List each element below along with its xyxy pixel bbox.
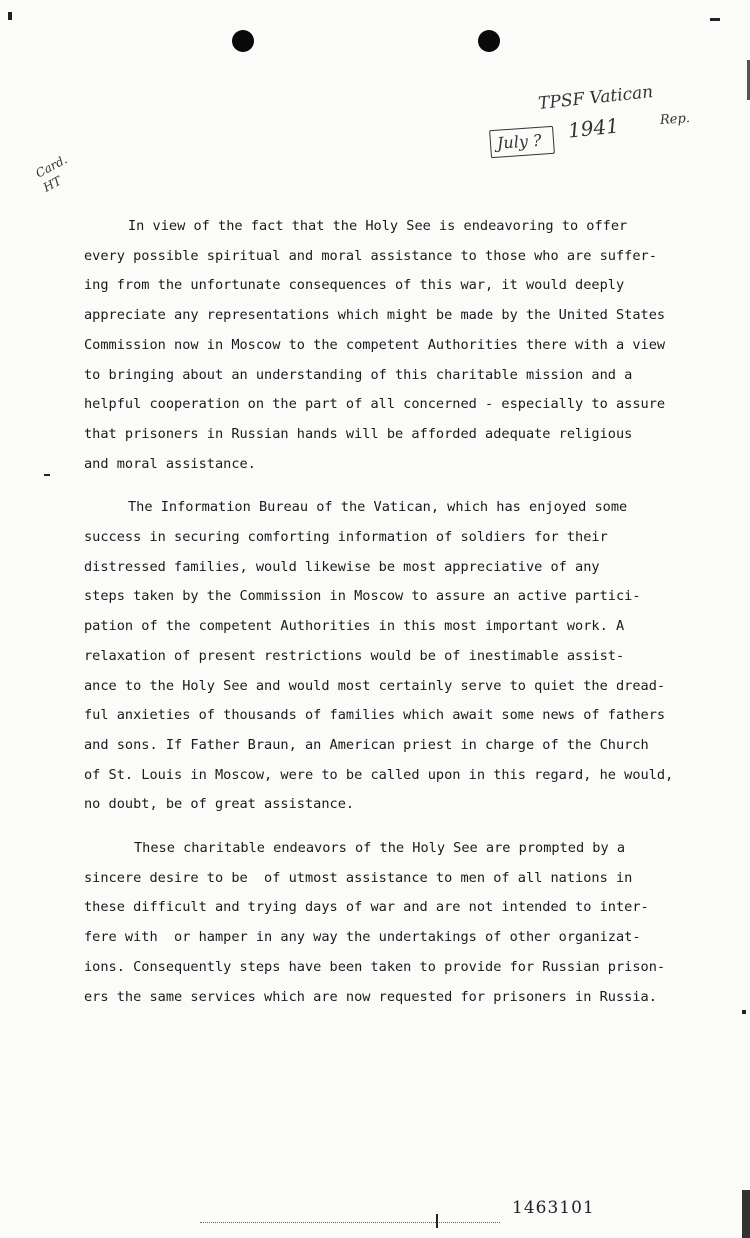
text-line: these difficult and trying days of war and are not intended to inter-	[84, 899, 649, 916]
handwritten-date-bracket: July ?	[489, 126, 555, 158]
handwritten-file-note: TPSF Vatican	[537, 82, 655, 114]
text-line: pation of the competent Authorities in this most important work. A	[84, 618, 625, 635]
scan-speck	[44, 474, 50, 476]
punch-hole-left	[232, 30, 254, 52]
text-line: success in securing comforting information of soldiers for their	[84, 529, 608, 546]
handwritten-year: 1941	[566, 113, 621, 143]
text-line: of St. Louis in Moscow, were to be called upon in this regard, he would,	[84, 766, 674, 783]
letter-body	[84, 212, 724, 1026]
text-line: relaxation of present restrictions would be of inestimable assist-	[84, 647, 625, 664]
text-line: These charitable endeavors of the Holy See are prompted by a	[134, 840, 626, 857]
text-line: distressed families, would likewise be most appreciative of any	[84, 558, 600, 575]
footer-tick	[436, 1214, 438, 1228]
text-line: ance to the Holy See and would most certainly serve to quiet the dread-	[84, 677, 666, 694]
scan-speck	[8, 12, 12, 20]
handwritten-rep-note: Rep.	[659, 110, 691, 129]
text-line: ful anxieties of thousands of families which await some news of fathers	[84, 707, 666, 724]
text-line: ions. Consequently steps have been taken to provide for Russian prison-	[84, 958, 666, 975]
footer-dotted-line	[200, 1222, 500, 1223]
text-line: and moral assistance.	[84, 455, 256, 472]
text-line: The Information Bureau of the Vatican, which has enjoyed some	[128, 499, 628, 516]
footer-stamp-number: 1463101	[512, 1198, 595, 1218]
text-line: that prisoners in Russian hands will be afforded adequate religious	[84, 425, 633, 442]
scan-speck	[710, 18, 720, 21]
text-line: In view of the fact that the Holy See is endeavoring to offer	[128, 218, 628, 234]
text-line: every possible spiritual and moral assistance to those who are suffer-	[84, 247, 657, 264]
text-line: to bringing about an understanding of this charitable mission and a	[84, 366, 633, 383]
paragraph-2	[84, 493, 724, 820]
text-line: ers the same services which are now requested for prisoners in Russia.	[84, 988, 657, 1005]
text-line: fere with or hamper in any way the undertakings of other organizat-	[84, 929, 641, 946]
text-line: sincere desire to be of utmost assistance to men of all nations in	[84, 869, 633, 886]
text-line: no doubt, be of great assistance.	[84, 796, 355, 813]
scan-edge-bottom	[742, 1190, 750, 1238]
paragraph-3	[84, 834, 724, 1012]
text-line: steps taken by the Commission in Moscow to assure an active partici-	[84, 588, 641, 605]
punch-hole-right	[478, 30, 500, 52]
text-line: ing from the unfortunate consequences of this war, it would deeply	[84, 277, 625, 294]
scan-speck	[742, 1010, 746, 1014]
text-line: helpful cooperation on the part of all concerned - especially to assure	[84, 396, 666, 413]
text-line: Commission now in Moscow to the competent Authorities there with a view	[84, 336, 666, 353]
text-line: appreciate any representations which might be made by the United States	[84, 307, 666, 324]
paragraph-1	[84, 212, 724, 479]
text-line: and sons. If Father Braun, an American priest in charge of the Church	[84, 736, 649, 753]
handwritten-margin-initials: Card. HT	[33, 152, 70, 195]
